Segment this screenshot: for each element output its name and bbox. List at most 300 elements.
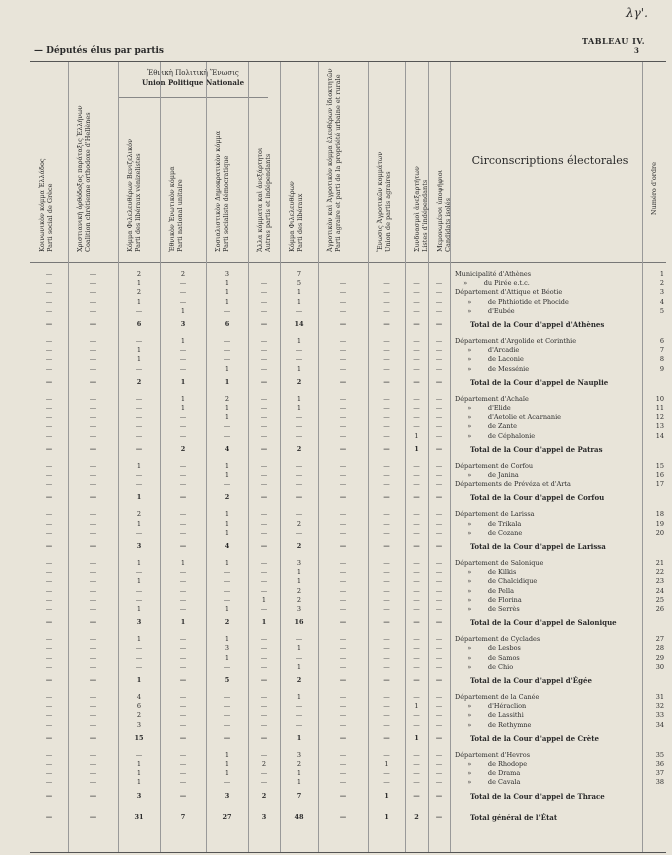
table-cell: — [179,653,187,662]
table-cell: — [339,422,347,431]
table-cell: — [89,404,97,412]
table-cell: 48 [294,812,304,821]
total-label: Total général de l'État [470,812,558,822]
table-cell: 1 [414,733,419,742]
table-cell: — [295,653,303,662]
table-cell: 3 [224,644,230,653]
table-cell: — [383,404,390,412]
table-cell: — [89,644,97,653]
table-cell: 1 [296,297,302,306]
circonscription-name: » du Pirée e.t.c. [455,279,530,288]
table-cell: — [89,528,97,537]
table-cell: — [45,394,53,403]
table-cell: — [413,542,420,550]
table-cell: — [45,320,53,328]
table-cell: — [179,461,187,470]
table-cell: 3 [180,320,186,328]
column-header [376,70,392,252]
table-cell: 1 [414,702,419,711]
table-cell: — [260,720,268,729]
table-cell: — [179,431,187,440]
table-cell: — [339,702,347,711]
table-cell: — [435,471,443,479]
table-cell: — [260,471,268,479]
table-cell: 4 [224,444,230,453]
table-cell: — [435,760,443,768]
table-cell: — [339,635,347,644]
table-row [30,422,666,431]
table-row [30,471,666,480]
table-cell: — [223,720,231,729]
table-cell: — [413,364,420,373]
circonscription-name: » de Pella [455,586,514,595]
table-cell: 1 [224,605,230,613]
table-cell: — [383,337,390,345]
table-row [30,395,666,404]
table-cell: — [435,413,443,422]
union-separator [118,97,268,98]
table-cell: — [260,346,268,355]
total-row [30,618,666,627]
circonscription-name: » de Rethymne [455,720,532,729]
table-cell: — [260,279,268,288]
table-cell: 1 [261,618,267,627]
table-cell: — [89,559,97,567]
circonscription-name: » de Lesbos [455,644,521,653]
table-row [30,663,666,672]
table-cell: — [339,618,347,627]
table-cell: 2 [296,586,302,595]
table-cell: — [339,480,347,489]
row-number: 2 [659,279,664,288]
table-cell: 1 [180,306,186,315]
table-cell: — [339,413,347,422]
table-cell: — [295,493,303,502]
table-cell: — [435,568,443,577]
row-number: 37 [655,769,664,778]
row-number: 16 [655,471,664,479]
table-cell: — [89,662,97,671]
table-cell: — [45,676,53,684]
table-cell: — [435,618,443,627]
table-cell: 3 [224,791,230,800]
table-cell: — [89,711,97,720]
table-cell: — [223,355,231,364]
table-cell: — [339,346,347,355]
table-cell: — [435,791,443,800]
table-cell: 16 [294,618,304,627]
table-cell: — [89,733,97,742]
table-cell: — [413,750,420,759]
circonscription-name: Département de Cyclades [455,635,541,644]
table-cell: — [383,471,390,479]
column-header-french: Candidats isolés [444,198,452,252]
table-cell: — [435,528,443,537]
row-number: 4 [659,297,664,306]
table-row [30,432,666,441]
row-number: 36 [655,760,664,768]
table-cell: — [260,461,268,470]
table-cell: — [89,519,97,528]
circonscription-name: Département de la Canée [455,693,540,701]
table-cell: — [413,471,420,479]
table-cell: — [223,733,231,742]
table-cell: 1 [384,760,389,768]
table-cell: — [89,750,97,759]
table-cell: — [45,404,53,412]
circonscription-name: Département de Larissa [455,510,535,519]
table-cell: — [179,711,187,720]
table-cell: — [260,635,268,644]
table-cell: — [179,702,187,711]
table-cell: — [435,605,443,613]
column-header-greek: Ἄλλα κόμματα καὶ ἀνεξάρτητοι [256,147,264,252]
table-cell: — [295,461,303,470]
table-cell: — [339,733,347,742]
table-cell: 1 [296,404,302,412]
table-cell: — [260,586,268,595]
table-cell: 2 [296,595,302,604]
table-cell: 2 [180,270,186,278]
table-cell: 1 [384,791,389,800]
table-cell: 1 [136,493,142,502]
total-label: Total de la Cour d'appel de Nauplie [470,377,609,387]
row-number: 18 [655,510,664,519]
total-row [30,493,666,502]
table-cell: — [45,528,53,537]
table-cell: — [89,605,97,613]
table-cell: — [179,644,187,653]
table-row [30,760,666,769]
table-cell: — [435,750,443,759]
circonscriptions-header: Circonscriptions électorales [471,154,629,167]
tableau-sub: 3 [634,46,640,55]
table-cell: — [413,586,420,595]
table-cell: 1 [224,404,230,412]
table-cell: — [339,288,347,297]
table-cell: — [45,711,53,720]
table-cell: 1 [136,760,142,768]
table-cell: 1 [296,778,302,787]
table-cell: — [135,480,143,489]
circonscription-name: Départements de Prévéza et d'Arta [455,480,571,489]
table-cell: — [45,337,53,345]
circonscription-name: Département d'Attique et Béotie [455,288,563,297]
election-table [30,61,666,853]
table-cell: — [179,528,187,537]
circonscription-name: » de Zante [455,422,518,431]
total-row [30,676,666,685]
table-cell: — [435,288,443,297]
table-row [30,596,666,605]
table-cell: — [383,377,390,386]
table-cell: 3 [136,791,142,800]
table-cell: — [45,422,53,431]
table-cell: — [179,635,187,644]
circonscription-name: » de Trikala [455,519,522,528]
table-cell: — [179,364,187,373]
table-cell: — [413,519,420,528]
table-cell: — [413,760,420,768]
table-cell: — [260,568,268,577]
table-cell: — [135,422,143,431]
table-cell: 1 [296,693,302,701]
table-cell: — [413,595,420,604]
table-cell: — [413,320,420,328]
table-cell: — [135,444,143,453]
column-header [76,70,92,252]
table-cell: — [435,461,443,470]
row-number: 26 [655,605,664,613]
total-label: Total de la Cour d'appel de Corfou [470,493,605,503]
table-cell: — [295,413,303,422]
table-cell: — [45,605,53,613]
table-cell: — [339,653,347,662]
table-cell: — [223,568,231,577]
table-row [30,587,666,596]
table-cell: — [383,528,390,537]
table-cell: 2 [296,760,302,768]
table-cell: 1 [296,644,302,653]
table-cell: — [435,595,443,604]
column-header-french: Parti national unitaire [176,179,184,252]
table-cell: 15 [134,733,144,742]
table-cell: — [45,720,53,729]
table-cell: — [435,431,443,440]
circonscription-name: » de Phthiotide et Phocide [455,297,569,306]
table-cell: — [339,306,347,315]
table-cell: — [223,480,231,489]
table-cell: — [89,676,97,684]
table-cell: — [135,364,143,373]
table-cell: 1 [136,769,142,778]
table-cell: 1 [136,297,142,306]
table-cell: 1 [224,288,230,297]
table-cell: — [89,279,97,288]
table-cell: — [89,288,97,297]
table-cell: — [295,422,303,431]
table-cell: — [295,510,303,519]
table-cell: — [89,542,97,550]
table-cell: 7 [180,812,186,821]
column-header-french: Autres partis et indépendants [264,153,272,252]
table-cell: 1 [180,559,186,567]
table-cell: — [339,662,347,671]
table-cell: — [89,431,97,440]
table-cell: — [45,733,53,742]
table-cell: 2 [296,542,302,550]
table-cell: 2 [261,791,267,800]
table-cell: 3 [136,720,142,729]
table-cell: — [413,461,420,470]
table-cell: — [339,605,347,613]
table-cell: — [435,480,443,489]
page-number: λγ'. [626,6,648,20]
table-cell: 3 [296,559,302,567]
table-cell: — [413,693,420,701]
row-number: 6 [659,337,664,345]
table-cell: 2 [136,288,142,297]
table-cell: 3 [261,812,267,821]
table-cell: 2 [296,676,302,684]
table-cell: — [45,760,53,768]
header-separator [30,262,666,263]
table-cell: 2 [261,760,267,768]
table-cell: 1 [136,605,142,613]
row-number: 29 [655,653,664,662]
table-cell: — [179,510,187,519]
table-cell: — [89,568,97,577]
table-cell: — [435,519,443,528]
table-cell: 3 [136,618,142,627]
column-header [436,70,452,252]
column-header [38,70,54,252]
table-cell: — [260,510,268,519]
table-cell: — [435,702,443,711]
circonscription-name: » d'Arcadie [455,346,520,355]
table-cell: — [45,635,53,644]
table-cell: — [260,320,268,328]
table-cell: — [413,605,420,613]
table-cell: — [383,568,390,577]
table-cell: — [295,480,303,489]
table-cell: — [339,750,347,759]
union-header-greek: Ἐθνικὴ Πολιτικὴ Ἕνωσις [147,69,239,77]
table-cell: 2 [136,510,142,519]
table-cell: — [223,693,231,701]
table-cell: — [435,711,443,720]
table-row [30,635,666,644]
table-row [30,654,666,663]
table-cell: — [260,306,268,315]
table-cell: 1 [224,510,230,519]
table-cell: 1 [224,559,230,567]
table-cell: — [135,750,143,759]
tableau-label [582,36,646,55]
table-cell: 1 [180,337,186,345]
table-row [30,413,666,422]
table-cell: 1 [136,778,142,787]
table-cell: — [135,306,143,315]
table-cell: — [435,542,443,550]
row-number: 30 [655,662,664,671]
table-row [30,298,666,307]
table-cell: — [295,431,303,440]
row-number: 27 [655,635,664,644]
table-cell: — [260,702,268,711]
table-cell: — [413,653,420,662]
table-cell: — [89,769,97,778]
table-cell: — [435,377,443,386]
table-cell: — [260,337,268,345]
table-cell: 1 [296,769,302,778]
table-cell: — [339,444,347,453]
table-cell: — [89,270,97,278]
table-cell: — [45,568,53,577]
table-cell: — [413,422,420,431]
table-cell: — [383,595,390,604]
table-cell: 3 [136,542,142,550]
table-cell: — [383,693,390,701]
table-cell: — [413,577,420,586]
table-cell: — [413,493,420,502]
table-cell: — [89,510,97,519]
table-cell: — [435,733,443,742]
table-cell: — [339,577,347,586]
table-cell: — [339,595,347,604]
table-cell: — [89,355,97,364]
table-cell: — [435,444,443,453]
row-number: 24 [655,586,664,595]
table-cell: — [383,320,390,328]
circonscription-name: » de Florina [455,595,522,604]
table-cell: — [383,662,390,671]
table-cell: — [383,676,390,684]
table-cell: — [435,346,443,355]
circonscription-name: » de Chio [455,662,514,671]
column-header-french: Union de partis agraires [384,171,392,252]
table-cell: — [339,297,347,306]
table-cell: 1 [224,461,230,470]
table-cell: — [435,364,443,373]
table-cell: — [135,586,143,595]
table-row [30,307,666,316]
table-cell: — [383,346,390,355]
table-cell: — [339,791,347,800]
table-row [30,480,666,489]
table-row [30,577,666,586]
table-cell: — [383,519,390,528]
table-cell: — [339,812,347,821]
tableau-label-text: TABLEAU IV. [582,36,646,46]
table-cell: — [383,702,390,711]
table-cell: — [223,778,231,787]
table-cell: — [45,519,53,528]
row-number: 8 [659,355,664,364]
table-cell: — [179,676,187,684]
table-cell: 2 [224,394,230,403]
row-number: 35 [655,750,664,759]
table-cell: — [179,750,187,759]
table-cell: — [260,778,268,787]
table-cell: 1 [224,279,230,288]
table-cell: — [45,769,53,778]
row-number: 31 [655,693,664,701]
table-cell: — [89,471,97,479]
table-cell: 1 [136,346,142,355]
table-cell: — [45,346,53,355]
table-cell: — [45,702,53,711]
table-cell: — [413,413,420,422]
column-header-french: Coalition chrétienne orthodoxe d'Hellènes [84,112,92,252]
circonscription-name: » de Laconie [455,355,524,364]
table-cell: — [135,431,143,440]
table-cell: — [295,702,303,711]
row-number: 38 [655,778,664,787]
numero-ordre-header: Numéro d'ordre [650,162,658,216]
circonscription-name: » d'Eubée [455,306,515,315]
table-row [30,520,666,529]
table-cell: 2 [224,618,230,627]
row-number: 19 [655,519,664,528]
circonscription-name: » de Serrès [455,605,520,613]
circonscription-name: » d'Elide [455,404,511,412]
table-cell: — [413,297,420,306]
table-cell: — [45,791,53,800]
table-cell: — [223,702,231,711]
table-cell: 5 [296,279,302,288]
table-cell: — [435,559,443,567]
